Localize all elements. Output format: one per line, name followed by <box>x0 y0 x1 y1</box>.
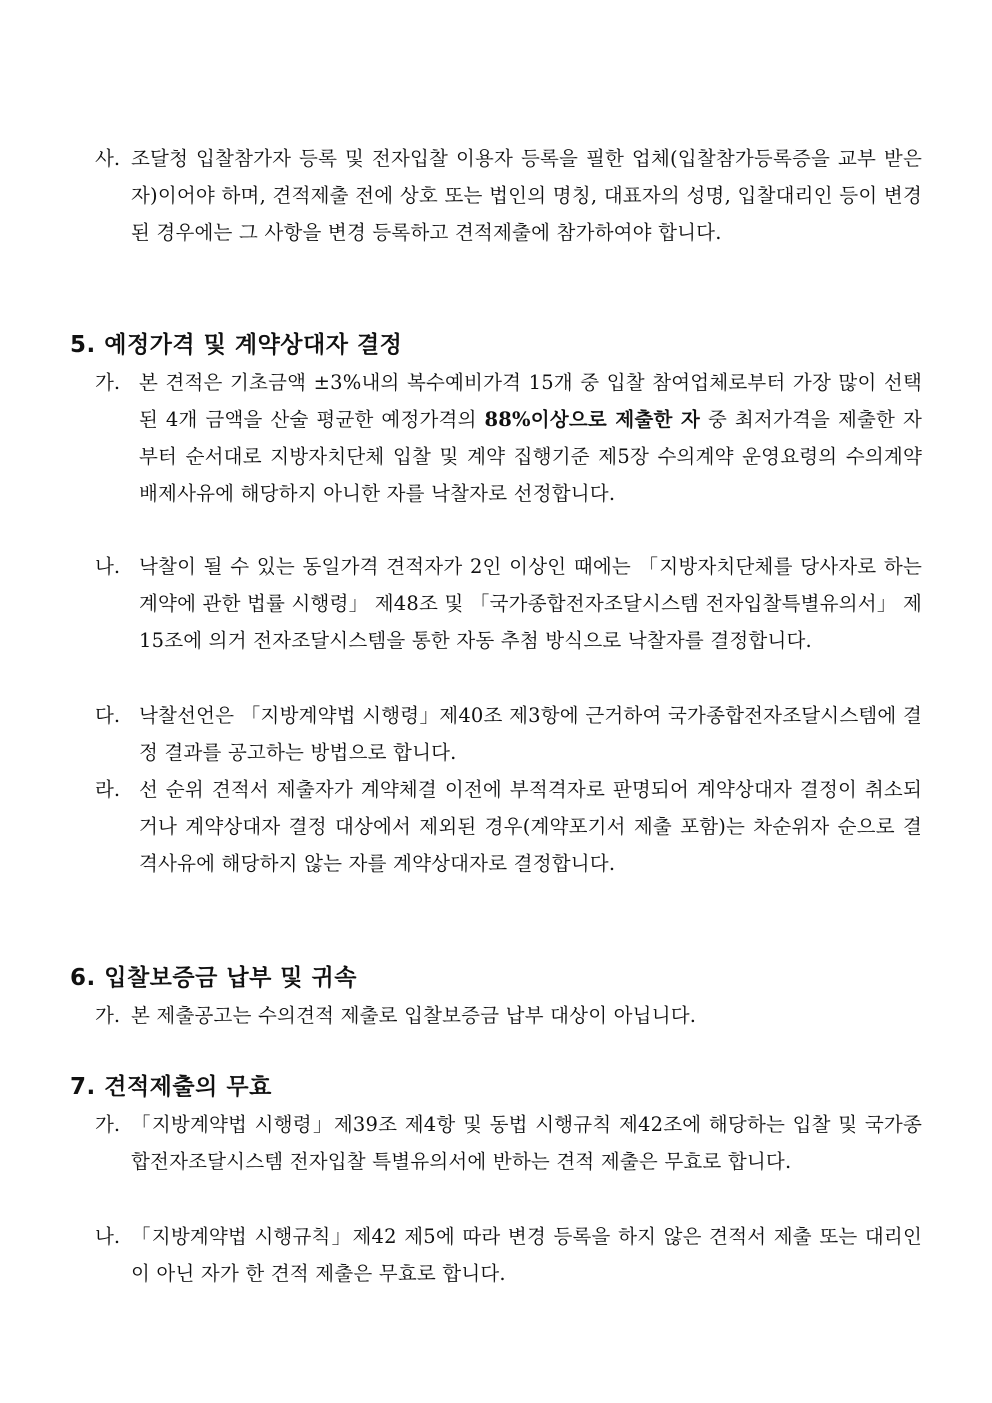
emphasized-text: 88%이상으로 제출한 자 <box>484 408 701 431</box>
list-marker: 가. <box>95 1004 121 1027</box>
section-heading-6: 6. 입찰보증금 납부 및 귀속 <box>70 965 357 991</box>
list-item-text: 낙찰선언은 「지방계약법 시행령」제40조 제3항에 근거하여 국가종합전자조달시스템에 결정 결과를 공고하는 방법으로 합니다. <box>139 704 922 764</box>
list-item-5-na <box>95 548 922 659</box>
list-item-text: 선 순위 견적서 제출자가 계약체결 이전에 부적격자로 판명되어 계약상대자 결정이 취소되거나 계약상대자 결정 대상에서 제외된 경우(계약포기서 제출 포함)는 차순위자 순으로 결격사유에 해당하지 않는 자를 계약상대자로 결정합니다. <box>139 778 922 875</box>
list-item-text: 낙찰이 될 수 있는 동일가격 견적자가 2인 이상인 때에는 「지방자치단체를 당사자로 하는 계약에 관한 법률 시행령」 제48조 및 「국가종합전자조달시스템 전자입찰특별유의서」 제15조에 의거 전자조달시스템을 통한 자동 추첨 방식으로 낙찰자를 결정합니다. <box>139 555 922 652</box>
list-marker: 가. <box>95 1113 121 1136</box>
section-heading-7: 7. 견적제출의 무효 <box>70 1074 272 1100</box>
list-marker: 라. <box>95 778 121 801</box>
section-heading-5: 5. 예정가격 및 계약상대자 결정 <box>70 332 403 358</box>
list-item-sa <box>95 140 922 251</box>
list-item-text: 본 제출공고는 수의견적 제출로 입찰보증금 납부 대상이 아닙니다. <box>131 1004 697 1027</box>
list-item-text: 「지방계약법 시행령」제39조 제4항 및 동법 시행규칙 제42조에 해당하는 입찰 및 국가종합전자조달시스템 전자입찰 특별유의서에 반하는 견적 제출은 무효로 합니다. <box>131 1113 922 1173</box>
list-marker: 다. <box>95 704 121 727</box>
list-item-7-ga <box>95 1106 922 1180</box>
list-item-6-ga <box>95 997 922 1034</box>
text-segment: 본 견적은 기초금액 ±3%내의 복수예비가격 15개 중 입찰 참여업체로부터 가장 많이 선택된 4개 금액을 산술 평균한 예정가격의 <box>139 371 922 431</box>
list-item-7-na <box>95 1218 922 1292</box>
list-marker: 사. <box>95 147 121 170</box>
list-marker: 나. <box>95 1225 121 1248</box>
list-item-text: 「지방계약법 시행규칙」제42 제5에 따라 변경 등록을 하지 않은 견적서 제출 또는 대리인이 아닌 자가 한 견적 제출은 무효로 합니다. <box>131 1225 922 1285</box>
list-item-text <box>139 364 922 512</box>
list-marker: 나. <box>95 555 121 578</box>
text-segment: 중 최저가격을 제출한 자부터 순서대로 지방자치단체 입찰 및 계약 집행기준 제5장 수의계약 운영요령의 수의계약 배제사유에 해당하지 아니한 자를 낙찰자로 선정합니다. <box>139 408 922 505</box>
list-item-text: 조달청 입찰참가자 등록 및 전자입찰 이용자 등록을 필한 업체(입찰참가등록증을 교부 받은 자)이어야 하며, 견적제출 전에 상호 또는 법인의 명칭, 대표자의 성명, 입찰대리인 등이 변경된 경우에는 그 사항을 변경 등록하고 견적제출에 참가하여야 합니다. <box>131 147 922 244</box>
list-item-5-ra <box>95 771 922 882</box>
list-item-5-ga <box>95 364 922 512</box>
list-marker: 가. <box>95 371 121 394</box>
list-item-5-da <box>95 697 922 771</box>
